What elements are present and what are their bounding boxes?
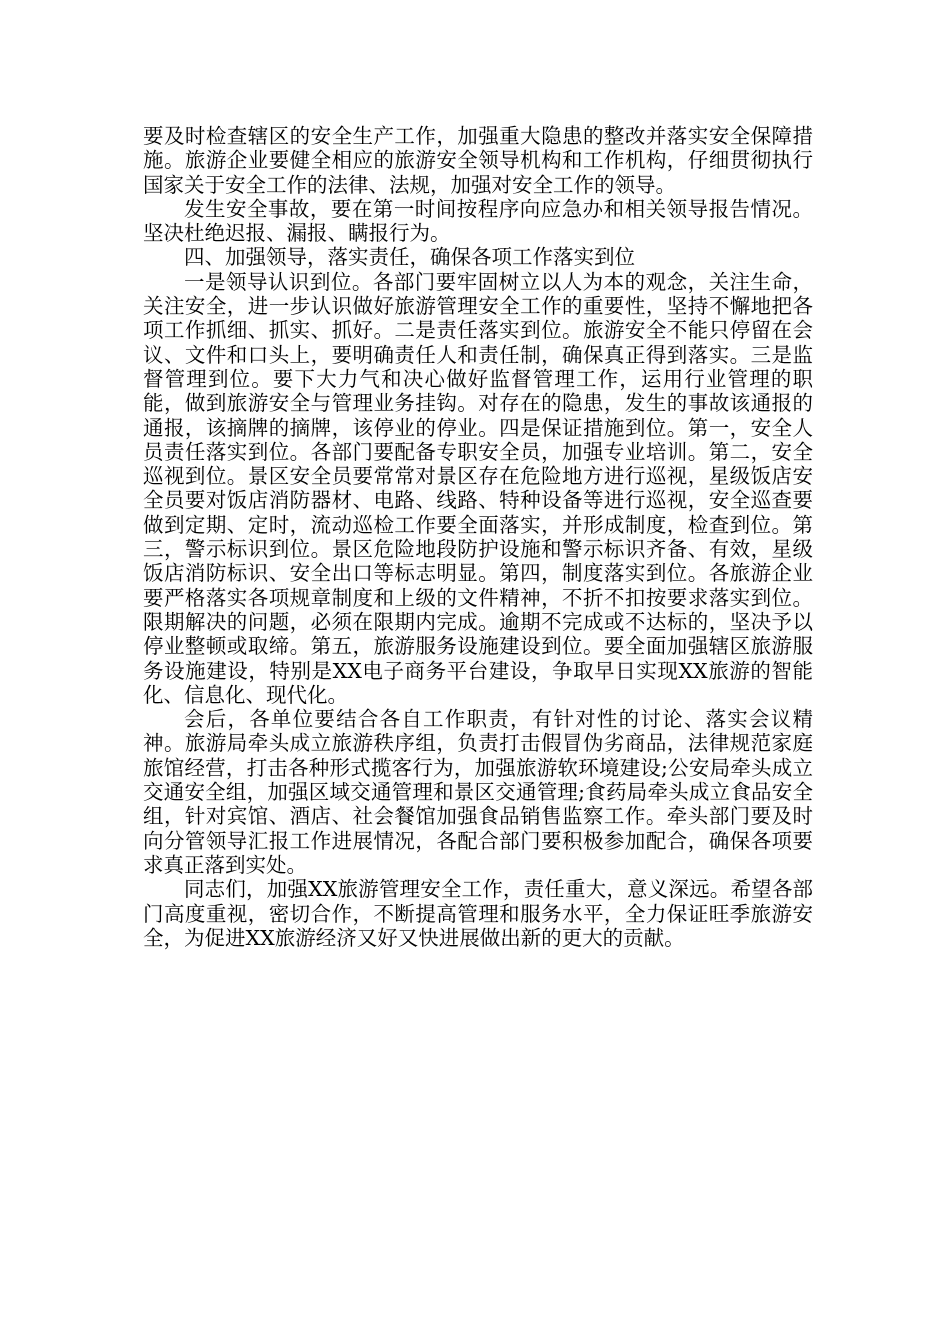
paragraph-after-meeting: 会后，各单位要结合各自工作职责，有针对性的讨论、落实会议精神。旅游局牵头成立旅游秩序组，负责打击假冒伪劣商品，法律规范家庭旅馆经营，打击各种形式揽客行为，加强旅游软环境建设;公安局牵头成立交通安全组，加强区域交通管理和景区交通管理;食药局牵头成立食品安全组，针对宾馆、酒店、社会餐馆加强食品销售监察工作。牵头部门要及时向分管领导汇报工作进展情况，各配合部门要积极参加配合，确保各项要求真正落到实处。 [143,707,813,877]
section-heading-4: 四、加强领导，落实责任，确保各项工作落实到位 [184,245,635,270]
paragraph-closing: 同志们，加强XX旅游管理安全工作，责任重大，意义深远。希望各部门高度重视，密切合作，不断提高管理和服务水平，全力保证旺季旅游安全，为促进XX旅游经济又好又快进展做出新的更大的贡献。 [143,877,813,950]
paragraph-continuation: 要及时检查辖区的安全生产工作，加强重大隐患的整改并落实安全保障措施。旅游企业要健全相应的旅游安全领导机构和工作机构，仔细贯彻执行国家关于安全工作的法律、法规，加强对安全工作的领导。 [143,124,813,197]
paragraph-responsibilities: 一是领导认识到位。各部门要牢固树立以人为本的观念，关注生命，关注安全，进一步认识做好旅游管理安全工作的重要性，坚持不懈地把各项工作抓细、抓实、抓好。二是责任落实到位。旅游安全不能只停留在会议、文件和口头上，要明确责任人和责任制，确保真正得到落实。三是监督管理到位。要下大力气和决心做好监督管理工作，运用行业管理的职能，做到旅游安全与管理业务挂钩。对存在的隐患，发生的事故该通报的通报，该摘牌的摘牌，该停业的停业。四是保证措施到位。第一，安全人员责任落实到位。各部门要配备专职安全员，加强专业培训。第二，安全巡视到位。景区安全员要常常对景区存在危险地方进行巡视，星级饭店安全员要对饭店消防器材、电路、线路、特种设备等进行巡视，安全巡查要做到定期、定时，流动巡检工作要全面落实，并形成制度，检查到位。第三，警示标识到位。景区危险地段防护设施和警示标识齐备、有效，星级饭店消防标识、安全出口等标志明显。第四，制度落实到位。各旅游企业要严格落实各项规章制度和上级的文件精神，不折不扣按要求落实到位。限期解决的问题，必须在限期内完成。逾期不完成或不达标的，坚决予以停业整顿或取缔。第五，旅游服务设施建设到位。要全面加强辖区旅游服务设施建设，特别是XX电子商务平台建设，争取早日实现XX旅游的智能化、信息化、现代化。 [143,269,813,707]
paragraph-accident-report: 发生安全事故，要在第一时间按程序向应急办和相关领导报告情况。坚决杜绝迟报、漏报、瞒报行为。 [143,196,813,246]
document-body [143,124,813,950]
